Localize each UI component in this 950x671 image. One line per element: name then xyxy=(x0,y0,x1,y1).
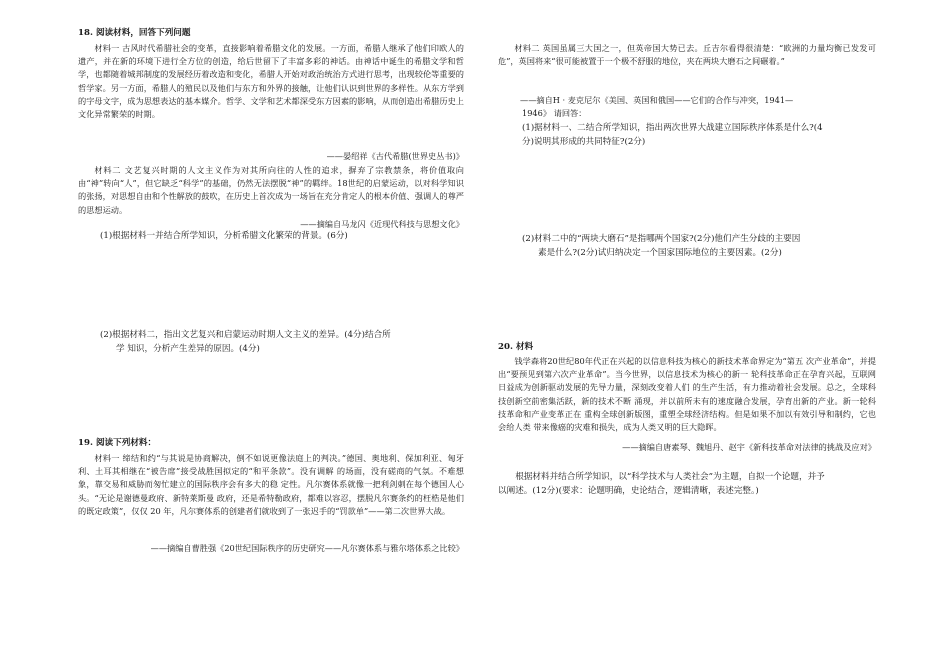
q19-material-2-source-line1: ——摘自H · 麦克尼尔《美国、英国和俄国——它们的合作与冲突，1941— xyxy=(520,95,794,105)
q18-subquestion-2-line2: 学 知识，分析产生差异的原因。(4分) xyxy=(116,344,260,354)
q18-material-2: 材料二 文艺复兴时期的人文主义作为对其所向往的人性的追求，摒弃了宗教禁条，将价值取向由“神”转向“人”，但它缺乏“科学”的基础，仍然无法摆脱“神”的羁绊。18世纪的启蒙运动，以对科学知识的张扬，对思想自由和个性解放的鼓吹，在历史上首次成为一场旨在充分肯定人的根本价值、强调人的尊严的思想运动。 xyxy=(78,165,464,215)
q18-material-1-source: ——晏绍祥《古代希腊(世界史丛书)》 xyxy=(326,151,464,161)
q18-subquestion-2-line1: (2)根据材料二，指出文艺复兴和启蒙运动时期人文主义的差异。(4分)结合所 xyxy=(100,330,391,340)
q20-title: 20. 材料 xyxy=(498,342,534,352)
q20-material-source: ——摘编自唐素琴、魏旭丹、赵宇《新科技革命对法律的挑战及应对》 xyxy=(622,442,876,452)
q19-material-2-source-line2: 1946》 请回答： xyxy=(522,108,587,118)
q20-question-line1: 根据材料并结合所学知识，以“科学技术与人类社会”为主题，自拟一个论题，并予 xyxy=(515,472,825,482)
q18-material-2-source: ——摘编自马龙闪《近现代科技与思想文化》 xyxy=(300,219,464,229)
q18-material-1: 材料一 古风时代希腊社会的变革，直接影响着希腊文化的发展。一方面，希腊人继承了他们印欧人的遗产，并在新的环境下进行全方位的创造，给后世留下了丰富多彩的神话。由神话中诞生的希腊文学和哲学，也都随着城邦制度的发展经历着改造和变化，希腊人开始对政治统治方式进行思考，出现较伦等重要的哲学家。另一方面，希腊人的殖民以及他们与东方和外界的接触，让他们认识到世界的多样性。从东方学到的字母文字，成为思想表达的基本媒介。哲学、文学和艺术都深受东方因素的影响，从而创造出希腊历史上文化异常繁荣的时期。 xyxy=(78,43,464,120)
q19-title: 19. 阅读下列材料： xyxy=(78,438,157,448)
q19-subquestion-2-line2: 素是什么?(2分)试归纳决定一个国家国际地位的主要因素。(2分) xyxy=(538,248,782,258)
q19-subquestion-1-line1: (1)据材料一、二结合所学知识，指出两次世界大战建立国际秩序体系是什么?(4 xyxy=(522,123,823,133)
q19-material-1: 材料一 缔结和约“与其说是协商解决，倒不如说更像法庭上的判决。”德国、奥地利、保加利亚、匈牙利、土耳其相继在“被告席”接受战胜国拟定的“和平条款”。没有调解 的场面，没有磋商的气氛。不难想象，靠交易和威胁而匆忙建立的国际秩序会有多大的稳 定性。凡尔赛体系就像一把利剑刺在每个德国人心头。“无论是谢德曼政府、新特莱斯曼 政府，还是希特勒政府，都难以容忍，摆脱凡尔赛条约的枉梏是他们的既定政策”，仅仅 20 年，凡尔赛体系的创建者们就收到了一张迟手的“罚款单”——第二次世界大战。 xyxy=(78,453,464,516)
q18-subquestion-1: (1)根据材料一并结合所学知识，分析希腊文化繁荣的背景。(6分) xyxy=(100,231,348,241)
q19-material-2: 材料二 英国虽属三大国之一，但英帝国大势已去。丘吉尔看得很清楚：“欧洲的力量均衡已发发可危”，英国将来“很可能被置于一个极不舒服的地位，夹在两块大磨石之间碾着。” xyxy=(498,43,876,67)
q19-material-1-source: ——摘编自曹胜强《20世纪国际秩序的历史研究——凡尔赛体系与雅尔塔体系之比较》 xyxy=(150,543,464,553)
q18-title: 18. 阅读材料，回答下列问题 xyxy=(78,28,191,38)
q20-question-line2: 以阐述。(12分)(要求：论题明确，史论结合，逻辑清晰，表述完整。) xyxy=(498,486,759,496)
q19-subquestion-2-line1: (2)材料二中的“两块大磨石”是指哪两个国家?(2分)他们产生分歧的主要因 xyxy=(522,234,801,244)
q20-material: 钱学森将20世纪80年代正在兴起的以信息科技为核心的新技术革命界定为“第五 次产业革命”，并提出“要预见到第六次产业革命”。当今世界，以信息技术为核心的新一 轮科技革命正在孕育兴起，互联网日益成为创新驱动发展的先导力量，深刻改变着人们 的生产生活，有力推动着社会发展。总之，全球科技创新空前密集活跃，新的技术不断 涌现，并以前所未有的速度融合发展，孕育出新的产业。新一轮科技革命和产业变革正在 重构全球创新版图，重塑全球经济结构。但是如果不加以有效引导和制约，它也会给人类 带来像癌的灾难和损失，成为人类又明的巨大隐晖。 xyxy=(498,356,876,433)
q19-subquestion-1-line2: 分)说明其形成的共同特征?(2分) xyxy=(522,137,646,147)
